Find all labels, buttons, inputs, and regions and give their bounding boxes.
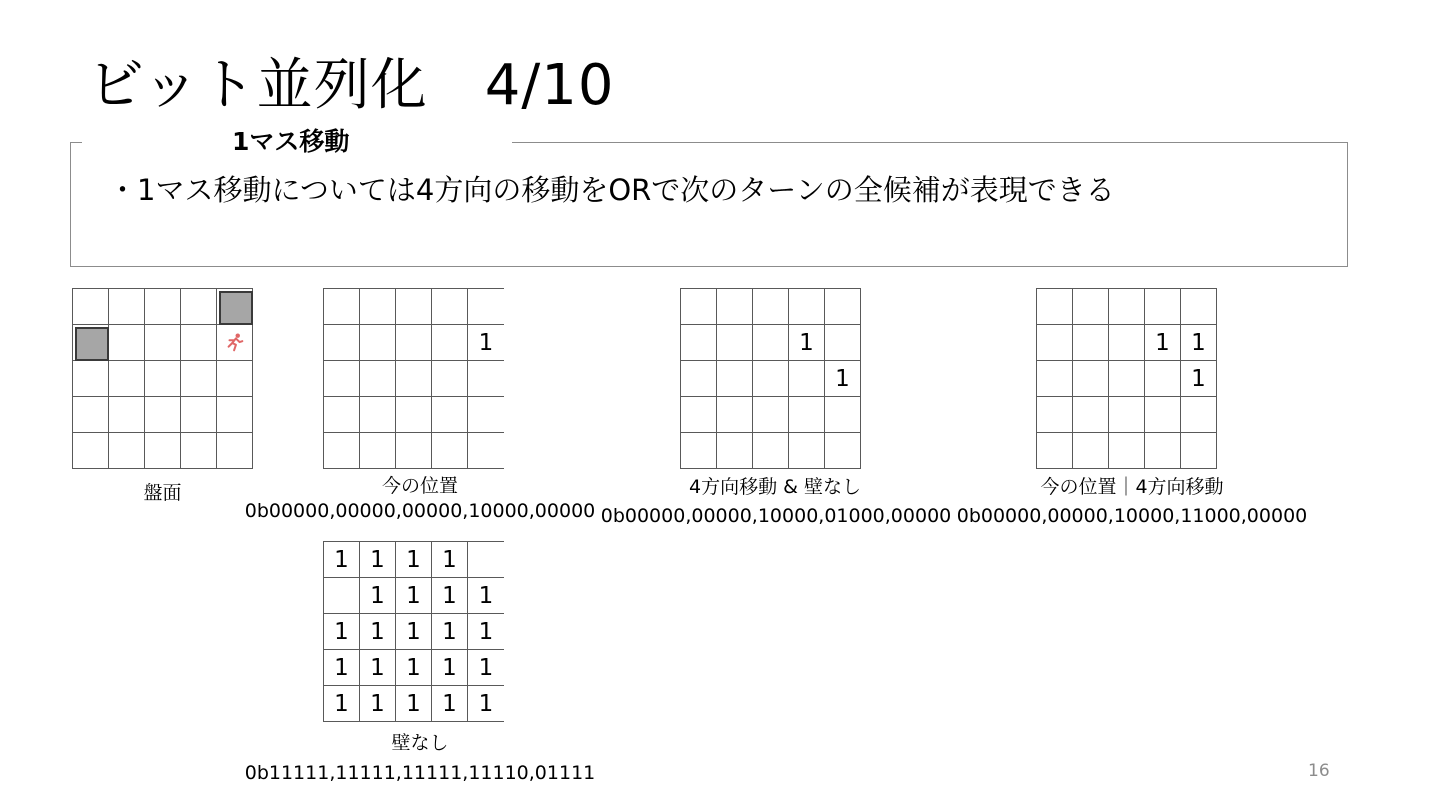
current-or-four-dir-cell [1037,397,1073,433]
no-wall-cell-value: 1 [370,618,385,645]
board-cell [73,361,109,397]
board-cell [145,325,181,361]
running-person-icon [224,332,246,354]
current-position-cell [432,289,468,325]
box-legend-text: 1マス移動 [232,127,350,156]
four-dir-no-wall-cell [753,361,789,397]
no-wall-cell-value: 1 [442,582,457,609]
board-cell [109,325,145,361]
no-wall-cell-value: 1 [334,690,349,717]
current-or-four-dir-cell [1037,325,1073,361]
board-cell [145,397,181,433]
no-wall-cell [360,650,396,686]
no-wall-cell [432,542,468,578]
four-dir-no-wall-cell [789,289,825,325]
board-cell [181,361,217,397]
current-or-four-dir-cell [1145,325,1181,361]
current-position-cell [360,397,396,433]
no-wall-cell [324,542,360,578]
current-position-cell [360,325,396,361]
current-position-cell [432,433,468,469]
current-or-four-dir-cell [1073,397,1109,433]
no-wall-cell-value: 1 [478,654,494,681]
no-wall-cell [360,578,396,614]
current-or-four-dir-caption: 今の位置｜4方向移動 [1040,476,1224,498]
current-or-four-dir-code: 0b00000,00000,10000,11000,00000 [956,505,1308,527]
board-cell [73,397,109,433]
current-or-four-dir-cell [1145,361,1181,397]
current-or-four-dir-cell [1073,433,1109,469]
current-position-grid [323,288,504,469]
board-cell [109,433,145,469]
no-wall-cell [468,614,504,650]
no-wall-cell-value: 1 [442,546,457,573]
board-cell [181,325,217,361]
board-cell [73,433,109,469]
no-wall-cell-value: 1 [442,690,457,717]
board-cell [73,325,109,361]
current-or-four-dir-cell [1181,289,1217,325]
board-cell [181,397,217,433]
no-wall-cell-value: 1 [478,582,494,609]
board-cell [181,289,217,325]
board-cell [73,289,109,325]
four-dir-no-wall-cell [825,433,861,469]
no-wall-cell-value: 1 [406,546,421,573]
board-cell [217,397,253,433]
box-legend [82,124,512,160]
no-wall-cell-value: 1 [406,618,421,645]
no-wall-cell [396,650,432,686]
no-wall-cell-value: 1 [370,582,385,609]
four-dir-no-wall-cell [789,433,825,469]
current-position-cell [360,289,396,325]
current-position-cell [360,433,396,469]
four-dir-no-wall-cell [681,361,717,397]
no-wall-cell [324,578,360,614]
four-dir-no-wall-cell [789,361,825,397]
current-position-cell [396,361,432,397]
no-wall-cell-value: 1 [442,618,457,645]
no-wall-cell [432,578,468,614]
four-dir-no-wall-code: 0b00000,00000,10000,01000,00000 [600,505,952,527]
no-wall-cell [360,614,396,650]
current-or-four-dir-cell [1109,433,1145,469]
current-position-code: 0b00000,00000,00000,10000,00000 [244,500,596,522]
board-cell [217,325,253,361]
current-position-cell [468,289,504,325]
current-or-four-dir-cell [1145,289,1181,325]
no-wall-cell [432,614,468,650]
current-position-cell [324,433,360,469]
four-dir-no-wall-cell [681,325,717,361]
four-dir-no-wall-cell-value: 1 [835,365,850,392]
current-or-four-dir-cell [1145,433,1181,469]
board-cell [109,289,145,325]
current-position-cell [324,361,360,397]
four-dir-no-wall-cell [753,397,789,433]
current-position-cell [468,433,504,469]
current-position-cell [432,361,468,397]
no-wall-cell-value: 1 [334,654,349,681]
no-wall-cell-value: 1 [406,690,421,717]
four-dir-no-wall-cell [753,289,789,325]
no-wall-cell-value: 1 [442,654,457,681]
four-dir-no-wall-caption: 4方向移動 & 壁なし [689,476,861,498]
current-or-four-dir-cell-value: 1 [1155,329,1170,356]
no-wall-cell [432,650,468,686]
current-or-four-dir-grid [1036,288,1217,469]
no-wall-cell [396,578,432,614]
current-or-four-dir-cell [1073,325,1109,361]
four-dir-no-wall-cell [717,433,753,469]
four-dir-no-wall-cell [717,361,753,397]
four-dir-no-wall-cell [681,289,717,325]
no-wall-cell [360,542,396,578]
no-wall-cell [324,686,360,722]
current-position-cell [324,289,360,325]
current-position-cell-value: 1 [478,329,494,356]
no-wall-cell-value: 1 [370,654,385,681]
current-position-cell [432,325,468,361]
board-cell [145,289,181,325]
current-or-four-dir-cell [1037,361,1073,397]
current-position-caption: 今の位置 [381,475,458,497]
no-wall-cell [468,650,504,686]
board-cell [109,397,145,433]
board-cell [217,433,253,469]
four-dir-no-wall-cell [825,325,861,361]
current-position-cell [324,325,360,361]
current-or-four-dir-cell [1109,397,1145,433]
current-or-four-dir-cell [1181,361,1217,397]
wall-block [75,327,109,361]
current-or-four-dir-cell-value: 1 [1191,365,1206,392]
no-wall-cell [396,542,432,578]
board-cell [217,289,253,325]
current-or-four-dir-cell [1181,397,1217,433]
four-dir-no-wall-cell-value: 1 [799,329,814,356]
current-or-four-dir-cell [1037,433,1073,469]
board-cell [217,361,253,397]
four-dir-no-wall-cell [825,397,861,433]
no-wall-caption: 壁なし [391,732,449,754]
board-cell [181,433,217,469]
board-caption: 盤面 [143,482,182,504]
wall-block [219,291,253,325]
current-or-four-dir-cell [1073,289,1109,325]
no-wall-code: 0b11111,11111,11111,11110,01111 [244,762,596,784]
current-position-cell [396,433,432,469]
no-wall-cell-value: 1 [478,690,494,717]
four-dir-no-wall-cell [717,397,753,433]
no-wall-cell-value: 1 [370,690,385,717]
bullet-text: ・1マス移動については4方向の移動をORで次のターンの全候補が表現できる [108,173,1115,207]
board-cell [109,361,145,397]
four-dir-no-wall-cell [717,289,753,325]
no-wall-cell-value: 1 [406,582,421,609]
four-dir-no-wall-cell [789,397,825,433]
current-or-four-dir-cell [1109,361,1145,397]
no-wall-cell [324,650,360,686]
no-wall-cell-value: 1 [406,654,421,681]
no-wall-cell-value: 1 [370,546,385,573]
no-wall-cell-value: 1 [478,618,494,645]
four-dir-no-wall-grid [680,288,861,469]
four-dir-no-wall-cell [753,433,789,469]
current-or-four-dir-cell [1109,325,1145,361]
current-or-four-dir-cell [1181,325,1217,361]
current-position-cell [396,325,432,361]
board-grid [72,288,253,469]
current-position-cell [468,325,504,361]
current-or-four-dir-cell [1073,361,1109,397]
current-position-cell [432,397,468,433]
slide-title: ビット並列化 4/10 [88,53,615,118]
no-wall-cell [324,614,360,650]
board-cell [145,361,181,397]
no-wall-cell [468,686,504,722]
no-wall-cell [396,686,432,722]
current-position-cell [468,361,504,397]
board-cell [145,433,181,469]
no-wall-cell [432,686,468,722]
four-dir-no-wall-cell [753,325,789,361]
no-wall-cell [360,686,396,722]
current-position-cell [468,397,504,433]
four-dir-no-wall-cell [681,433,717,469]
no-wall-cell-value: 1 [334,618,349,645]
current-position-cell [360,361,396,397]
current-or-four-dir-cell [1181,433,1217,469]
slide-number: 16 [1308,761,1330,781]
no-wall-cell [468,542,504,578]
current-position-cell [324,397,360,433]
current-or-four-dir-cell [1037,289,1073,325]
no-wall-cell [396,614,432,650]
no-wall-grid [323,541,504,722]
four-dir-no-wall-cell [789,325,825,361]
current-or-four-dir-cell [1145,397,1181,433]
four-dir-no-wall-cell [717,325,753,361]
four-dir-no-wall-cell [825,361,861,397]
current-or-four-dir-cell [1109,289,1145,325]
four-dir-no-wall-cell [681,397,717,433]
current-position-cell [396,289,432,325]
current-position-cell [396,397,432,433]
four-dir-no-wall-cell [825,289,861,325]
no-wall-cell-value: 1 [334,546,349,573]
current-or-four-dir-cell-value: 1 [1191,329,1206,356]
no-wall-cell [468,578,504,614]
